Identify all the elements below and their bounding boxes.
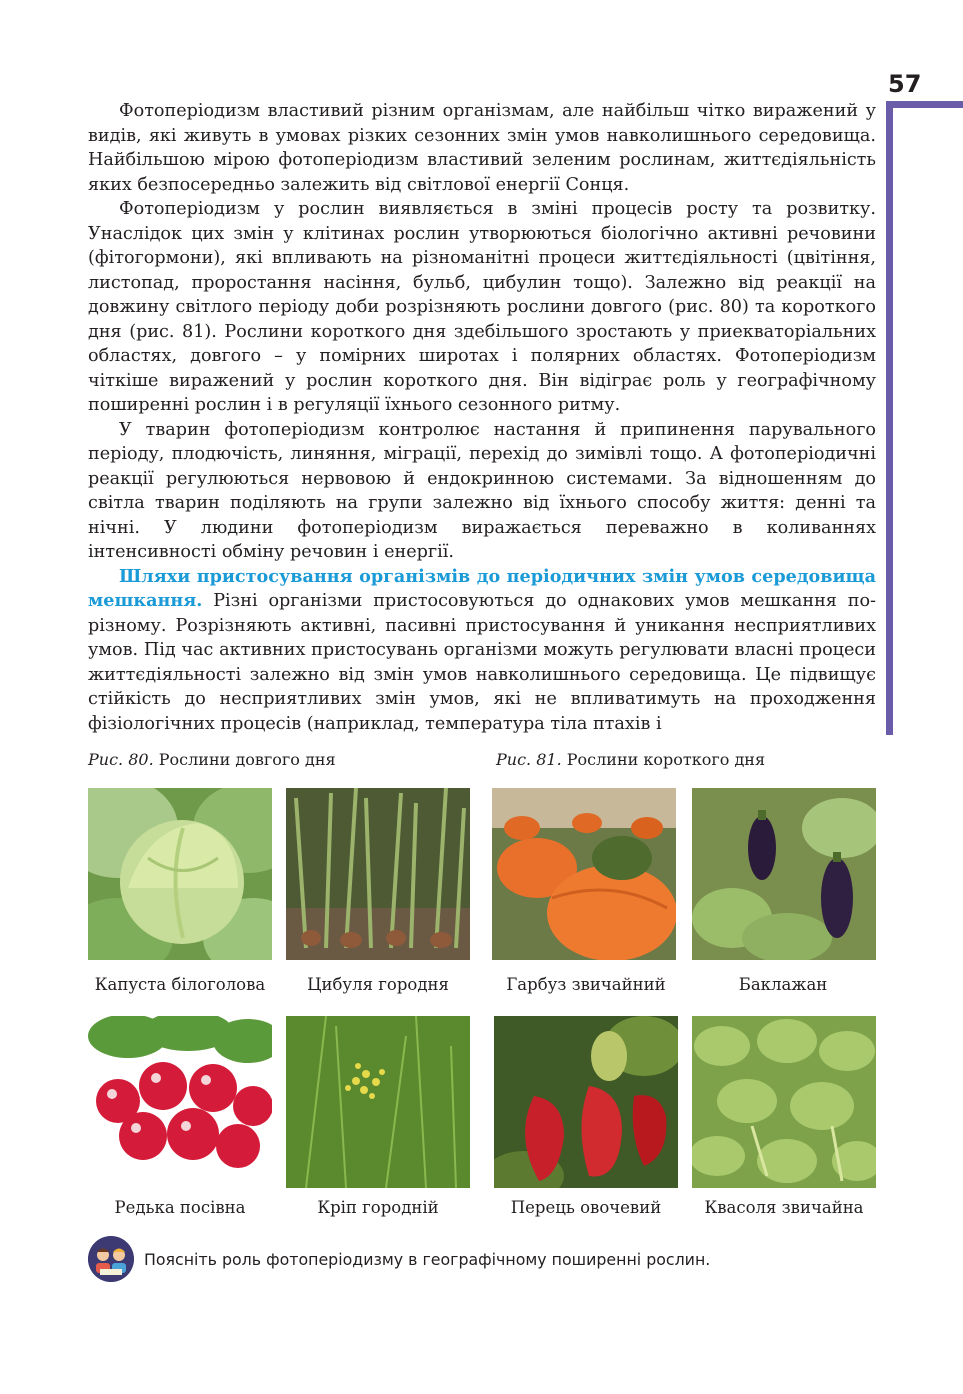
eggplant-photo — [692, 788, 876, 960]
onion-label: Цибуля городня — [307, 975, 449, 994]
page-accent-bar-top — [886, 101, 963, 108]
figure-80-caption — [88, 750, 336, 769]
pepper-label: Перець овочевий — [510, 1198, 662, 1217]
section-paragraph — [88, 565, 876, 737]
figure-81-label: Рис. 81. — [496, 750, 562, 769]
radish-label: Редька посівна — [114, 1198, 246, 1217]
page-number: 57 — [888, 70, 922, 98]
paragraph-3: У тварин фотоперіодизм контролює настання й припинення парувального періоду, плодючість, линяння, міграції, перехід до зимівлі тощо. А фотоперіодичні реакції регулюються нервовою й ендокринною системами. За відношенням до світла тварин поділяють на групи залежно від їхнього способу життя: денні та нічні. У людини фотоперіодизм виражається переважно в коливаннях інтенсивності обміну речовин і енергії. — [88, 419, 876, 562]
paragraph-1: Фотоперіодизм властивий різним організмам, але найбільш чітко виражений у видів, які живуть в умовах різких сезонних змін умов навколишнього середовища. Найбільшою мірою фотоперіодизм властивий зеленим рослинам, життєдіяльність яких безпосередньо залежить від світлової енергії Сонця. — [88, 101, 876, 195]
figure-81-caption — [496, 750, 765, 769]
page-accent-bar-side — [886, 101, 893, 735]
body-text — [88, 99, 876, 736]
onion-photo — [286, 788, 470, 960]
question-text: Поясніть роль фотоперіодизму в географічному поширенні рослин. — [144, 1250, 711, 1269]
pepper-photo — [494, 1016, 678, 1188]
section-heading: Шляхи пристосування організмів до періодичних змін умов середовища мешкання. — [88, 565, 876, 611]
figure-80-title: Рослини довгого дня — [158, 750, 336, 769]
cabbage-label: Капуста білоголова — [94, 975, 266, 994]
bean-label: Квасоля звичайна — [704, 1198, 864, 1217]
eggplant-label: Баклажан — [738, 975, 828, 994]
pumpkin-label: Гарбуз звичайний — [506, 975, 666, 994]
dill-label: Кріп городній — [317, 1198, 439, 1217]
figure-80-label: Рис. 80. — [88, 750, 154, 769]
figure-81-title: Рослини короткого дня — [566, 750, 766, 769]
pumpkin-photo — [492, 788, 676, 960]
cabbage-photo — [88, 788, 272, 960]
bean-photo — [692, 1016, 876, 1188]
radish-photo — [88, 1016, 272, 1188]
students-icon — [88, 1236, 134, 1282]
paragraph-2: Фотоперіодизм у рослин виявляється в зміні процесів росту та розвитку. Унаслідок цих змін у клітинах рослин утворюються біологічно активні речовини (фітогормони), які впливають на різноманітні процеси життєдіяльності (цвітіння, листопад, проростання насіння, бульб, цибулин тощо). Залежно від реакції на довжину світлого періоду доби розрізняють рослини довгого (рис. 80) та короткого дня (рис. 81). Рослини короткого дня здебільшого зростають у приекваторіальних областях, довгого – у помірних широтах і полярних областях. Фотоперіодизм чіткіше виражений у рослин короткого дня. Він відіграє роль у географічному поширенні рослин і в регуляції їхнього сезонного ритму. — [88, 199, 876, 415]
section-text: Різні організми пристосовуються до однакових умов мешкання по-різному. Розрізняють активні, пасивні пристосування й уникання несприятливих умов. Під час активних пристосувань організми можуть регулювати власні процеси життєдіяльності залежно від змін умов навколишнього середовища. Це підвищує стійкість до несприятливих змін умов, які не впливатимуть на проходження фізіологічних процесів (наприклад, температура тіла птахів і — [88, 591, 876, 734]
dill-photo — [286, 1016, 470, 1188]
